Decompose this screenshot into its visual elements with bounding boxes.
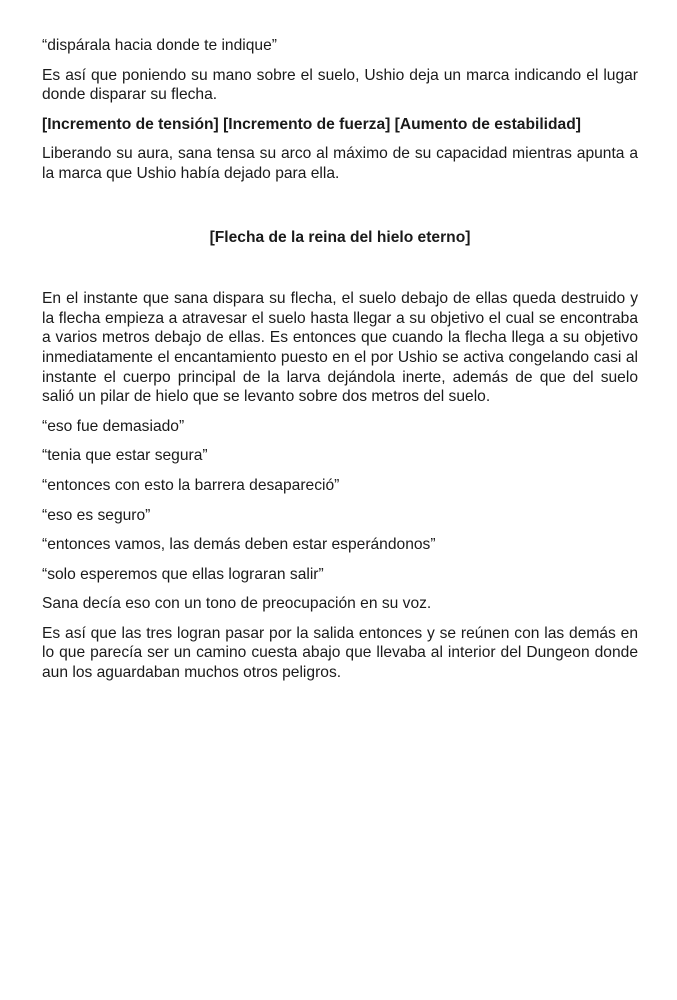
document-page	[42, 36, 638, 693]
dialogue-line: “tenia que estar segura”	[42, 447, 208, 465]
dialogue-line: “dispárala hacia donde te indique”	[42, 37, 277, 54]
spacer	[42, 194, 638, 228]
narration-paragraph: Sana decía eso con un tono de preocupación en su voz.	[42, 595, 432, 613]
narration-paragraph: Liberando su aura, sana tensa su arco al máximo de su capacidad mientras apunta a la marca que Ushio había dejado para ella.	[42, 145, 638, 182]
dialogue-line: “entonces con esto la barrera desapareció”	[42, 476, 340, 494]
skill-list: [Incremento de tensión] [Incremento de fuerza] [Aumento de estabilidad]	[42, 115, 581, 133]
dialogue-line: “eso es seguro”	[42, 506, 151, 524]
dialogue-line: “solo esperemos que ellas lograran salir”	[42, 565, 324, 583]
skill-heading: [Flecha de la reina del hielo eterno]	[209, 228, 471, 246]
dialogue-line: “eso fue demasiado”	[42, 417, 185, 435]
narration-paragraph: Es así que poniendo su mano sobre el suelo, Ushio deja un marca indicando el lugar donde disparar su flecha.	[42, 66, 638, 104]
narration-paragraph: Es así que las tres logran pasar por la salida entonces y se reúnen con las demás en lo que parecía ser un camino cuesta abajo que llevaba al interior del Dungeon donde aun los aguardaban muchos otros peligros.	[42, 624, 638, 682]
spacer	[42, 247, 638, 289]
narration-paragraph: En el instante que sana dispara su flecha, el suelo debajo de ellas queda destruido y la flecha empieza a atravesar el suelo hasta llegar a su objetivo el cual se encontraba a varios metros debajo de ellas. Es entonces que cuando la flecha llega a su objetivo inmediatamente el encantamiento puesto en el por Ushio se activa congelando casi al instante el cuerpo principal de la larva dejándola inerte, además de que del suelo salió un pilar de hielo que se levanto sobre dos metros del suelo.	[42, 290, 638, 406]
dialogue-line: “entonces vamos, las demás deben estar esperándonos”	[42, 536, 436, 554]
